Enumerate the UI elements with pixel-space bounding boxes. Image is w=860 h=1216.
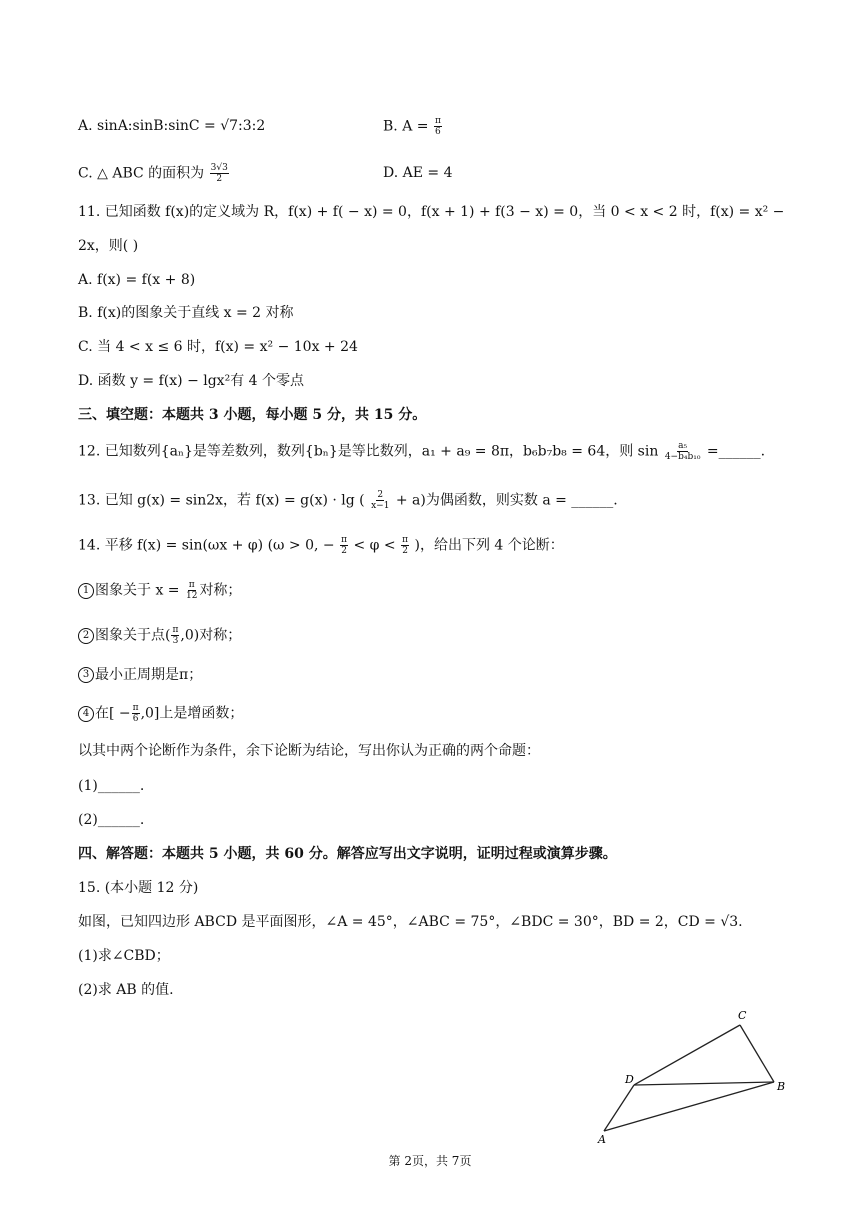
q14-item-2-suffix: ,0)对称； bbox=[180, 627, 242, 644]
q11-stem-line2: 2x，则( ) bbox=[78, 238, 139, 254]
q14-item-4 bbox=[78, 703, 243, 724]
fraction-numerator: a₅ bbox=[678, 441, 688, 451]
q14-instruction: 以其中两个论断作为条件，余下论断为结论，写出你认为正确的两个命题： bbox=[78, 743, 540, 759]
segment-db bbox=[634, 1082, 774, 1085]
fraction-numerator: π bbox=[341, 535, 348, 545]
q13-prefix: 13. 已知 g(x) = sin2x，若 f(x) = g(x) · lg ( bbox=[78, 492, 365, 509]
vertex-label-d: D bbox=[625, 1073, 634, 1086]
section-4-heading: 四、解答题：本题共 5 小题，共 60 分。解答应写出文字说明，证明过程或演算步骤。 bbox=[78, 846, 617, 862]
circled-number-3: 3 bbox=[78, 667, 94, 683]
q12 bbox=[78, 441, 765, 462]
q11-option-c: C. 当 4 < x ≤ 6 时，f(x) = x² − 10x + 24 bbox=[78, 339, 358, 355]
q10-option-d: D. AE = 4 bbox=[383, 165, 453, 181]
q14-stem bbox=[78, 535, 564, 556]
vertex-label-c: C bbox=[738, 1009, 747, 1022]
q14-mid: < φ < bbox=[353, 537, 396, 554]
q10-option-c-fraction bbox=[210, 163, 229, 184]
q11-option-b: B. f(x)的图象关于直线 x = 2 对称 bbox=[78, 305, 294, 321]
fraction-numerator: 2 bbox=[377, 490, 384, 500]
quadrilateral-figure bbox=[590, 1005, 800, 1150]
q14-item-4-prefix: 在[ − bbox=[95, 705, 131, 722]
q15-part-2: (2)求 AB 的值. bbox=[78, 982, 174, 998]
q14-item-2-prefix: 图象关于点( bbox=[95, 627, 171, 644]
q10-option-b bbox=[383, 116, 443, 137]
fraction-denominator: 6 bbox=[132, 714, 139, 724]
q14-fraction-1 bbox=[340, 535, 348, 556]
vertex-label-b: B bbox=[777, 1080, 786, 1093]
q14-item-2 bbox=[78, 625, 241, 646]
q14-fraction-2 bbox=[401, 535, 409, 556]
q12-prefix: 12. 已知数列{aₙ}是等差数列，数列{bₙ}是等比数列，a₁ + a₉ = 8π，b₆b₇b₈ = 64，则 sin bbox=[78, 443, 659, 460]
q13 bbox=[78, 490, 618, 511]
fraction-denominator: 4−b₄b₁₀ bbox=[664, 452, 701, 462]
fraction-numerator: π bbox=[402, 535, 409, 545]
fraction-denominator: 12 bbox=[185, 591, 198, 601]
q13-suffix: + a)为偶函数，则实数 a = ______. bbox=[395, 492, 618, 509]
q11-option-a: A. f(x) = f(x + 8) bbox=[78, 272, 196, 288]
q15-stem: 如图，已知四边形 ABCD 是平面图形，∠A = 45°，∠ABC = 75°，∠BDC = 30°，BD = 2，CD = √3. bbox=[78, 914, 743, 930]
q12-suffix: =______. bbox=[706, 443, 766, 460]
q14-item-3 bbox=[78, 665, 202, 685]
q15-title: 15. (本小题 12 分) bbox=[78, 880, 199, 896]
q14-item-1-prefix: 图象关于 x = bbox=[95, 582, 180, 599]
vertex-label-a: A bbox=[598, 1133, 606, 1146]
fraction-denominator: 2 bbox=[216, 174, 223, 184]
q10-option-c bbox=[78, 163, 230, 184]
q14-item-1 bbox=[78, 580, 241, 601]
fraction-denominator: x−1 bbox=[371, 501, 390, 511]
circled-number-1: 1 bbox=[78, 583, 94, 599]
q10-option-a: A. sinA:sinB:sinC = √7:3:2 bbox=[78, 118, 266, 134]
fraction-denominator: 2 bbox=[341, 546, 347, 556]
q12-fraction bbox=[664, 441, 702, 462]
q13-fraction bbox=[370, 490, 390, 511]
fraction-denominator: 6 bbox=[435, 127, 441, 137]
q14-item-4-suffix: ,0]上是增函数； bbox=[140, 705, 244, 722]
q11-option-d: D. 函数 y = f(x) − lgx²有 4 个零点 bbox=[78, 373, 305, 389]
fraction-numerator: π bbox=[132, 703, 139, 713]
q14-blank-1: (1)______. bbox=[78, 778, 145, 794]
segment-dc bbox=[634, 1025, 740, 1085]
q14-item-3-text: 最小正周期是π； bbox=[95, 667, 203, 683]
q11-stem-line1: 11. 已知函数 f(x)的定义域为 R，f(x) + f( − x) = 0，f(x + 1) + f(3 − x) = 0，当 0 < x < 2 时，f(x) = x² − bbox=[78, 204, 785, 220]
page-footer: 第 2页，共 7页 bbox=[388, 1154, 472, 1168]
segment-ba bbox=[604, 1082, 774, 1131]
fraction-numerator: π bbox=[188, 580, 195, 590]
section-3-heading: 三、填空题：本题共 3 小题，每小题 5 分，共 15 分。 bbox=[78, 407, 427, 423]
circled-number-4: 4 bbox=[78, 706, 94, 722]
q15-part-1: (1)求∠CBD； bbox=[78, 948, 170, 964]
q10-option-b-fraction bbox=[434, 116, 442, 137]
fraction-numerator: π bbox=[434, 116, 441, 126]
q14-item-1-suffix: 对称； bbox=[199, 582, 242, 599]
fraction-denominator: 2 bbox=[402, 546, 408, 556]
segment-cb bbox=[740, 1025, 774, 1082]
q14-item-1-fraction bbox=[185, 580, 198, 601]
fraction-numerator: π bbox=[172, 625, 179, 635]
q10-option-b-prefix: B. A = bbox=[383, 118, 429, 135]
q14-blank-2: (2)______. bbox=[78, 812, 145, 828]
fraction-denominator: 3 bbox=[172, 636, 179, 646]
q14-item-4-fraction bbox=[132, 703, 140, 724]
q14-suffix: )，给出下列 4 个论断： bbox=[414, 537, 564, 554]
q14-item-2-fraction bbox=[171, 625, 179, 646]
circled-number-2: 2 bbox=[78, 628, 94, 644]
fraction-numerator: 3√3 bbox=[210, 163, 228, 173]
q14-prefix: 14. 平移 f(x) = sin(ωx + φ) (ω > 0, − bbox=[78, 537, 335, 554]
q10-option-c-prefix: C. △ ABC 的面积为 bbox=[78, 165, 205, 182]
